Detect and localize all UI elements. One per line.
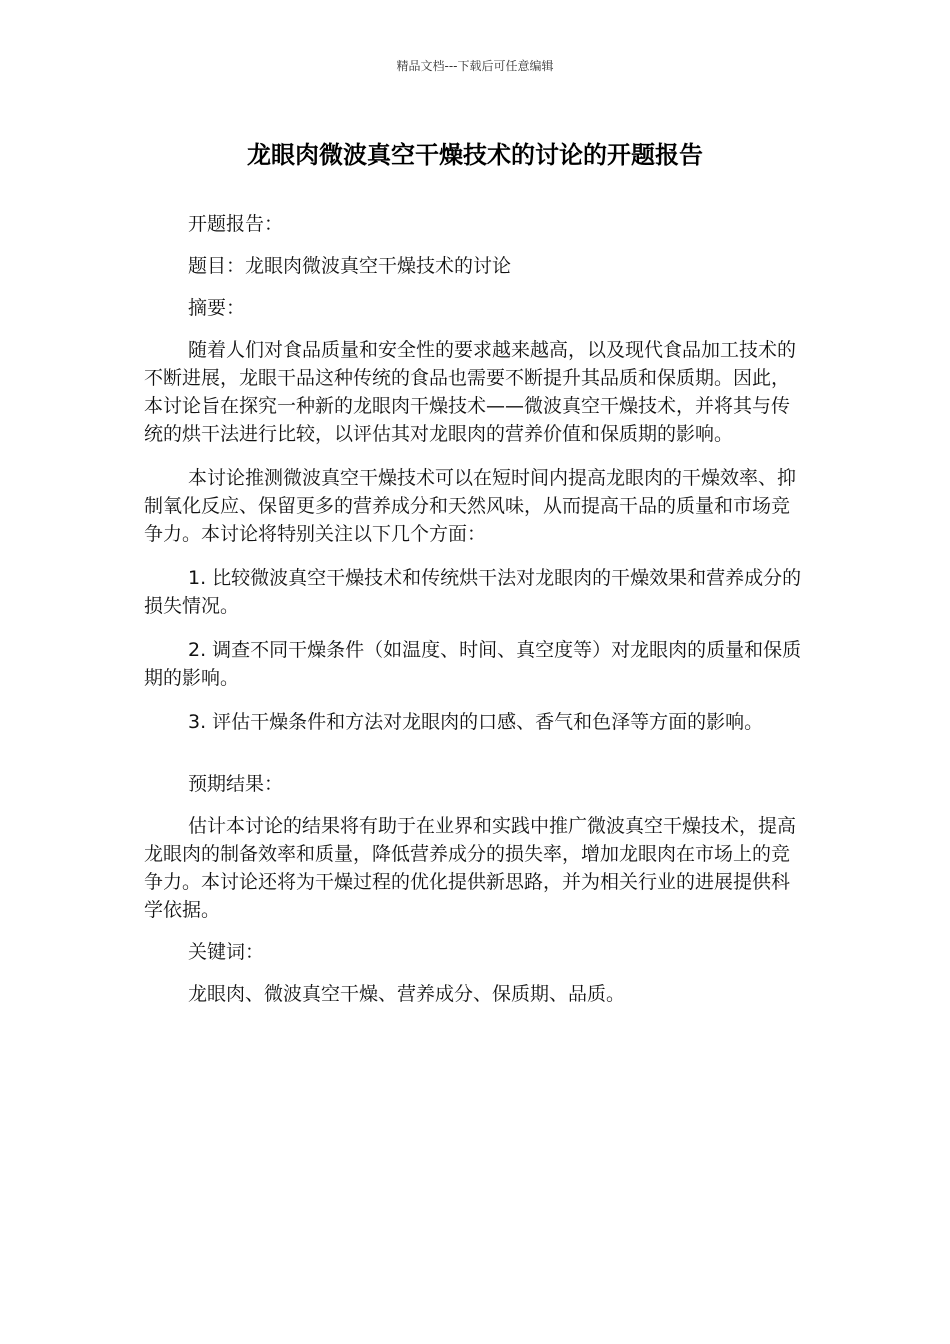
keywords-label: 关键词：	[188, 941, 265, 963]
document-body	[144, 210, 808, 1008]
expected-results-paragraph: 估计本讨论的结果将有助于在业界和实践中推广微波真空干燥技术，提高龙眼肉的制备效率和质量，降低营养成分的损失率，增加龙眼肉在市场上的竞争力。本讨论还将为干燥过程的优化提供新思路，并为相关行业的进展提供科学依据。	[144, 815, 797, 921]
abstract-paragraph-2: 本讨论推测微波真空干燥技术可以在短时间内提高龙眼肉的干燥效率、抑制氧化反应、保留更多的营养成分和天然风味，从而提高干品的质量和市场竞争力。本讨论将特别关注以下几个方面：	[144, 467, 797, 545]
abstract-paragraph-1: 随着人们对食品质量和安全性的要求越来越高，以及现代食品加工技术的不断进展，龙眼干品这种传统的食品也需要不断提升其品质和保质期。因此，本讨论旨在探究一种新的龙眼肉干燥技术——微波真空干燥技术，并将其与传统的烘干法进行比较，以评估其对龙眼肉的营养价值和保质期的影响。	[144, 339, 797, 445]
header-note: 精品文档---下载后可任意编辑	[396, 59, 554, 73]
document-title: 龙眼肉微波真空干燥技术的讨论的开题报告	[247, 141, 703, 169]
report-label: 开题报告：	[188, 213, 284, 235]
expected-results-label: 预期结果：	[188, 773, 284, 795]
keywords-line: 龙眼肉、微波真空干燥、营养成分、保质期、品质。	[188, 983, 626, 1005]
focus-item-2: 2. 调查不同干燥条件（如温度、时间、真空度等）对龙眼肉的质量和保质期的影响。	[144, 639, 802, 689]
focus-item-3: 3. 评估干燥条件和方法对龙眼肉的口感、香气和色泽等方面的影响。	[188, 711, 764, 733]
focus-item-1: 1. 比较微波真空干燥技术和传统烘干法对龙眼肉的干燥效果和营养成分的损失情况。	[144, 567, 802, 617]
abstract-label: 摘要：	[188, 297, 246, 319]
topic-line: 题目：龙眼肉微波真空干燥技术的讨论	[188, 255, 512, 277]
